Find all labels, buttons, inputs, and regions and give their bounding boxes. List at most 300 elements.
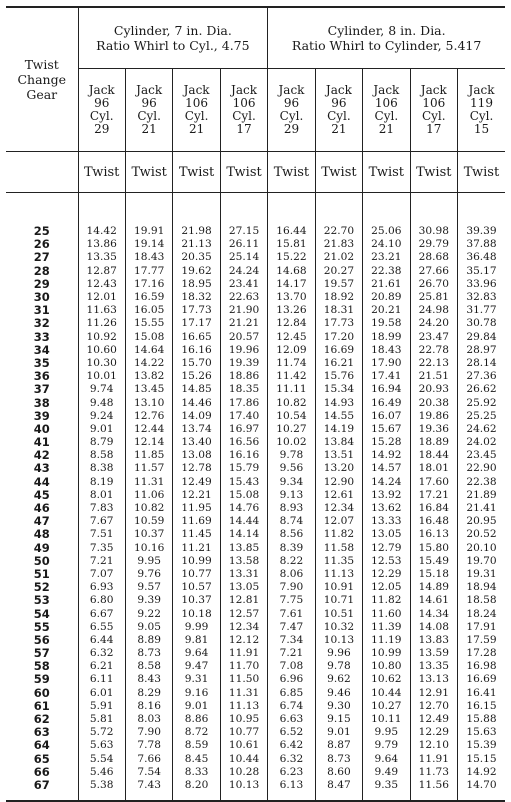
jack-header-line: 106 [374,96,398,110]
twist-value-cell: 8.06 [268,568,315,581]
end-cell [78,792,125,801]
twist-value-cell: 12.12 [220,634,267,647]
gear-cell: 44 [6,476,78,489]
twist-value-cell: 15.26 [173,370,220,383]
twist-value-cell: 13.59 [410,647,457,660]
twist-value-cell: 11.26 [78,317,125,330]
table-row [6,660,505,673]
jack-header-line: Jack [325,83,352,97]
twist-value-cell: 14.19 [315,423,362,436]
table-row [6,647,505,660]
twist-value-cell: 17.73 [315,317,362,330]
twist-value-cell: 12.29 [410,726,457,739]
twist-value-cell: 10.37 [173,594,220,607]
twist-value-cell: 6.11 [78,673,125,686]
twist-value-cell: 12.34 [220,621,267,634]
twist-value-cell: 15.55 [125,317,172,330]
twist-value-cell: 19.91 [125,225,172,238]
gear-cell: 56 [6,634,78,647]
jack-header [315,69,362,152]
jack-header-line: 106 [422,96,446,110]
jack-header-line: 96 [331,96,347,110]
twist-value-cell: 18.95 [173,278,220,291]
twist-value-cell: 11.13 [315,568,362,581]
twist-value-cell: 10.30 [78,357,125,370]
twist-value-cell: 8.58 [78,449,125,462]
twist-value-cell: 37.88 [466,238,497,251]
twist-value-cell: 22.38 [363,265,410,278]
twist-value-cell: 6.80 [78,594,125,607]
gear-cell: 38 [6,396,78,409]
twist-value-cell: 10.01 [78,370,125,383]
twist-value-cell: 9.56 [268,462,315,475]
twist-value-cell: 16.69 [315,344,362,357]
twist-value-cell: 6.01 [78,687,125,700]
jack-header [220,69,267,152]
jack-header-line: 106 [232,96,256,110]
twist-value-cell: 5.46 [78,766,125,779]
twist-value-cell: 14.92 [466,765,497,778]
twist-value-cell: 16.84 [410,502,457,515]
twist-value-cell: 6.44 [78,634,125,647]
twist-value-cell: 31.77 [466,304,497,317]
gear-cell: 27 [6,251,78,264]
gear-cell: 30 [6,291,78,304]
twist-value-cell: 16.97 [220,423,267,436]
twist-value-cell: 8.03 [125,713,172,726]
twist-value-cell: 17.60 [410,476,457,489]
twist-value-cell: 12.07 [315,515,362,528]
twist-value-cell: 8.47 [315,779,362,792]
gear-cell: 49 [6,542,78,555]
twist-value-cell: 17.20 [315,331,362,344]
twist-value-cell: 24.62 [466,422,497,435]
twist-value-cell: 19.70 [466,554,497,567]
twist-value-cell: 6.52 [268,726,315,739]
twist-value-cell: 8.22 [268,555,315,568]
twist-value-cell: 9.99 [173,621,220,634]
twist-value-cell: 11.60 [363,607,410,620]
twist-value-cell: 22.63 [220,291,267,304]
twist-column-header: Twist [220,152,267,193]
twist-value-cell: 20.38 [410,396,457,409]
twist-value-cell: 7.67 [78,515,125,528]
twist-change-gear-header [6,7,78,152]
twist-value-cell: 10.57 [173,581,220,594]
twist-value-cell: 10.13 [220,779,267,792]
twist-column-header: Twist [410,152,457,193]
twist-value-cell: 10.28 [220,766,267,779]
twist-value-cell: 18.01 [410,462,457,475]
twist-value-cell: 10.95 [220,713,267,726]
jack-header [363,69,410,152]
jack-header-line: Jack [468,83,495,97]
twist-value-cell: 9.15 [315,713,362,726]
twist-value-cell: 18.86 [220,370,267,383]
twist-value-cell: 18.94 [466,581,497,594]
twist-value-cell: 9.74 [78,383,125,396]
twist-value-cell: 9.48 [78,396,125,409]
twist-value-cell: 10.61 [220,739,267,752]
twist-value-cell: 10.71 [315,594,362,607]
twist-value-cell: 12.14 [125,436,172,449]
twist-value-cell: 17.77 [125,265,172,278]
twist-value-cell: 13.45 [125,383,172,396]
gear-cell: 64 [6,739,78,752]
twist-value-cell: 9.01 [78,423,125,436]
twist-value-cell: 25.92 [466,396,497,409]
twist-value-cell: 24.02 [466,436,497,449]
gear-cell: 36 [6,370,78,383]
twist-value-cell: 21.89 [466,488,497,501]
twist-value-cell: 10.27 [363,700,410,713]
twist-value-cell: 10.91 [315,581,362,594]
twist-value-cell: 10.02 [268,436,315,449]
twist-value-cell: 11.21 [173,542,220,555]
twist-value-cell: 17.73 [173,304,220,317]
twist-value-cell: 8.89 [125,634,172,647]
jack-header [125,69,172,152]
table-row [6,542,505,555]
twist-value-cell: 8.33 [173,766,220,779]
jack-header [410,69,457,152]
twist-value-cell: 12.81 [220,594,267,607]
twist-value-cell: 21.90 [220,304,267,317]
twist-value-cell: 24.20 [410,317,457,330]
twist-value-cell: 7.47 [268,621,315,634]
twist-value-cell: 27.36 [466,370,497,383]
table-row [6,568,505,581]
gear-cell: 41 [6,436,78,449]
twist-column-header: Twist [268,152,315,193]
table-row [6,621,505,634]
twist-value-cell: 19.39 [220,357,267,370]
twist-value-cell: 8.16 [125,700,172,713]
twist-value-cell: 10.37 [125,528,172,541]
twist-value-cell: 8.29 [125,687,172,700]
twist-value-cell: 28.97 [466,343,497,356]
twist-value-cell: 12.43 [78,278,125,291]
twist-value-cell: 35.17 [466,264,497,277]
jack-header-line: Cyl. [232,109,256,123]
twist-value-cell: 24.98 [410,304,457,317]
twist-value-cell: 11.91 [410,753,457,766]
twist-value-cell: 8.93 [268,502,315,515]
twist-value-cell: 16.16 [220,449,267,462]
twist-value-cell: 12.57 [220,607,267,620]
twist-value-cell: 12.10 [410,739,457,752]
twist-value-cell: 12.70 [410,700,457,713]
twist-value-cell: 8.43 [125,673,172,686]
twist-value-cell: 8.86 [173,713,220,726]
twist-value-cell: 12.87 [78,265,125,278]
twist-value-cell: 10.82 [125,502,172,515]
gear-cell: 31 [6,304,78,317]
twist-value-cell: 9.35 [363,779,410,792]
cylinder-8in-header [268,7,505,69]
twist-column-header: Twist [458,152,506,193]
twist-value-cell: 19.62 [173,265,220,278]
gear-cell: 25 [6,225,78,238]
table-row [6,278,505,291]
twist-value-cell: 7.78 [125,739,172,752]
twist-value-cell: 16.94 [363,383,410,396]
twist-value-cell: 25.14 [220,251,267,264]
jack-header-line: 96 [94,96,110,110]
twist-value-cell: 13.40 [173,436,220,449]
twist-value-cell: 12.61 [315,489,362,502]
twist-value-cell: 10.60 [78,344,125,357]
spacer-row [6,193,505,226]
cylinder-8in-ratio: Ratio Whirl to Cylinder, 5.417 [291,38,482,53]
table-row [6,436,505,449]
table-row [6,383,505,396]
twist-value-cell: 12.05 [363,581,410,594]
twist-value-cell: 21.83 [315,238,362,251]
twist-value-cell: 5.54 [78,753,125,766]
twist-value-cell: 18.32 [173,291,220,304]
twist-value-cell: 20.35 [173,251,220,264]
twist-value-cell: 12.01 [78,291,125,304]
twist-change-gear-line: Twist [24,57,59,72]
table-row [6,607,505,620]
jack-header-line: 17 [426,122,442,136]
twist-value-cell: 10.51 [315,607,362,620]
table-row [6,238,505,251]
twist-value-cell: 9.31 [173,673,220,686]
twist-value-cell: 26.62 [466,383,497,396]
twist-value-cell: 7.21 [78,555,125,568]
twist-value-cell: 6.32 [268,753,315,766]
twist-value-cell: 12.78 [173,462,220,475]
twist-value-cell: 24.24 [220,265,267,278]
twist-value-cell: 24.10 [363,238,410,251]
table-row [6,449,505,462]
twist-value-cell: 19.31 [466,567,497,580]
twist-value-cell: 17.90 [363,357,410,370]
table-row [6,265,505,278]
twist-value-cell: 11.82 [315,528,362,541]
twist-value-cell: 11.57 [125,462,172,475]
spacer-cell [125,193,172,226]
twist-value-cell: 10.82 [268,396,315,409]
twist-value-cell: 9.47 [173,660,220,673]
twist-value-cell: 15.79 [220,462,267,475]
twist-value-cell: 14.24 [363,476,410,489]
twist-value-cell: 13.70 [268,291,315,304]
gear-cell: 51 [6,568,78,581]
twist-value-cell: 8.45 [173,753,220,766]
cylinder-7in-ratio: Ratio Whirl to Cyl., 4.75 [96,38,250,53]
gear-cell: 67 [6,779,78,792]
jack-header [173,69,220,152]
twist-value-cell: 9.76 [125,568,172,581]
twist-value-cell: 12.49 [410,713,457,726]
twist-value-cell: 10.18 [173,607,220,620]
gear-cell: 57 [6,647,78,660]
twist-value-cell: 23.21 [363,251,410,264]
spacer-cell [78,193,125,226]
twist-value-cell: 15.67 [363,423,410,436]
jack-header-line: Cyl. [137,109,161,123]
twist-value-cell: 9.46 [315,687,362,700]
twist-value-cell: 13.58 [220,555,267,568]
table-row [6,502,505,515]
twist-value-cell: 10.59 [125,515,172,528]
table-row [6,779,505,792]
jack-header [78,69,125,152]
table-row [6,489,505,502]
twist-value-cell: 12.91 [410,687,457,700]
twist-value-cell: 9.57 [125,581,172,594]
twist-value-cell: 18.89 [410,436,457,449]
jack-header-line: Cyl. [327,109,351,123]
twist-value-cell: 22.13 [410,357,457,370]
twist-value-cell: 10.44 [220,753,267,766]
table-row [6,410,505,423]
twist-value-cell: 9.95 [363,726,410,739]
twist-value-cell: 11.45 [173,528,220,541]
twist-value-cell: 16.13 [410,528,457,541]
table-row [6,594,505,607]
gear-cell: 65 [6,753,78,766]
table-row [6,396,505,409]
table-row [6,317,505,330]
twist-value-cell: 5.63 [78,739,125,752]
gear-cell: 59 [6,673,78,686]
gear-cell: 32 [6,317,78,330]
twist-value-cell: 20.21 [363,304,410,317]
end-cell [125,792,172,801]
twist-value-cell: 23.41 [220,278,267,291]
twist-value-cell: 13.92 [363,489,410,502]
twist-value-cell: 6.96 [268,673,315,686]
jack-header-line: 17 [236,122,252,136]
twist-value-cell: 8.56 [268,528,315,541]
twist-value-cell: 14.57 [363,462,410,475]
twist-value-cell: 10.32 [315,621,362,634]
spacer-cell [220,193,267,226]
table-row [6,291,505,304]
twist-value-cell: 19.96 [220,344,267,357]
twist-value-cell: 9.49 [363,766,410,779]
twist-value-cell: 11.42 [268,370,315,383]
twist-value-cell: 7.34 [268,634,315,647]
twist-value-cell: 17.40 [220,410,267,423]
table-row [6,370,505,383]
table-row [6,423,505,436]
twist-value-cell: 13.84 [315,436,362,449]
twist-value-cell: 6.63 [268,713,315,726]
jack-header-line: Cyl. [89,109,114,123]
jack-header-line: Jack [88,83,115,97]
twist-value-cell: 14.17 [268,278,315,291]
twist-value-cell: 13.20 [315,462,362,475]
twist-value-cell: 7.90 [125,726,172,739]
gear-cell: 35 [6,357,78,370]
twist-value-cell: 9.62 [315,673,362,686]
twist-value-cell: 20.89 [363,291,410,304]
twist-value-cell: 17.21 [410,489,457,502]
twist-header-blank [6,152,78,193]
twist-value-cell: 17.86 [220,396,267,409]
twist-value-cell: 6.21 [78,660,125,673]
twist-value-cell: 13.33 [363,515,410,528]
twist-value-cell: 9.05 [125,621,172,634]
table-row [6,634,505,647]
twist-value-cell: 14.42 [78,225,125,238]
jack-header [458,69,506,152]
twist-value-cell: 14.22 [125,357,172,370]
twist-value-cell: 15.39 [466,739,497,752]
twist-value-cell: 11.82 [363,594,410,607]
twist-value-cell: 17.16 [125,278,172,291]
twist-column-header: Twist [78,152,125,193]
twist-value-cell: 16.07 [363,410,410,423]
twist-value-cell: 14.76 [220,502,267,515]
twist-value-cell: 9.96 [315,647,362,660]
twist-value-cell: 15.18 [410,568,457,581]
twist-value-cell: 15.15 [466,752,497,765]
twist-value-cell: 16.15 [466,699,497,712]
twist-value-cell: 7.43 [125,779,172,792]
twist-value-cell: 17.41 [363,370,410,383]
twist-value-cell: 12.79 [363,542,410,555]
twist-value-cell: 5.81 [78,713,125,726]
gear-cell: 60 [6,687,78,700]
twist-value-cell: 6.67 [78,607,125,620]
spacer-cell [410,193,457,226]
twist-value-cell: 16.56 [220,436,267,449]
spacer-cell [315,193,362,226]
table-row [6,726,505,739]
twist-value-cell: 15.43 [220,476,267,489]
end-cell [363,792,410,801]
twist-value-cell: 18.35 [220,383,267,396]
jack-header-line: Cyl. [184,109,209,123]
twist-value-cell: 8.59 [173,739,220,752]
twist-value-cell: 25.81 [410,291,457,304]
twist-value-cell: 13.10 [125,396,172,409]
twist-value-cell: 6.74 [268,700,315,713]
twist-value-cell: 6.55 [78,621,125,634]
twist-value-cell: 10.54 [268,410,315,423]
twist-value-cell: 14.61 [410,594,457,607]
twist-value-cell: 8.19 [78,476,125,489]
twist-value-cell: 16.41 [466,686,497,699]
twist-change-gear-line: Change [17,72,67,87]
gear-cell: 53 [6,594,78,607]
twist-value-cell: 7.21 [268,647,315,660]
twist-value-cell: 12.45 [268,331,315,344]
twist-value-cell: 8.58 [125,660,172,673]
twist-value-cell: 7.90 [268,581,315,594]
twist-value-cell: 11.70 [220,660,267,673]
gear-cell: 55 [6,621,78,634]
twist-value-cell: 9.64 [363,753,410,766]
twist-value-cell: 12.44 [125,423,172,436]
twist-value-cell: 17.28 [466,647,497,660]
twist-value-cell: 10.99 [363,647,410,660]
twist-value-cell: 17.59 [466,633,497,646]
table-row [6,766,505,779]
gear-cell: 46 [6,502,78,515]
twist-value-cell: 21.02 [315,251,362,264]
jack-header-line: Cyl. [374,109,399,123]
table-row [6,251,505,264]
twist-header-row [6,152,505,193]
twist-value-cell: 11.19 [363,634,410,647]
